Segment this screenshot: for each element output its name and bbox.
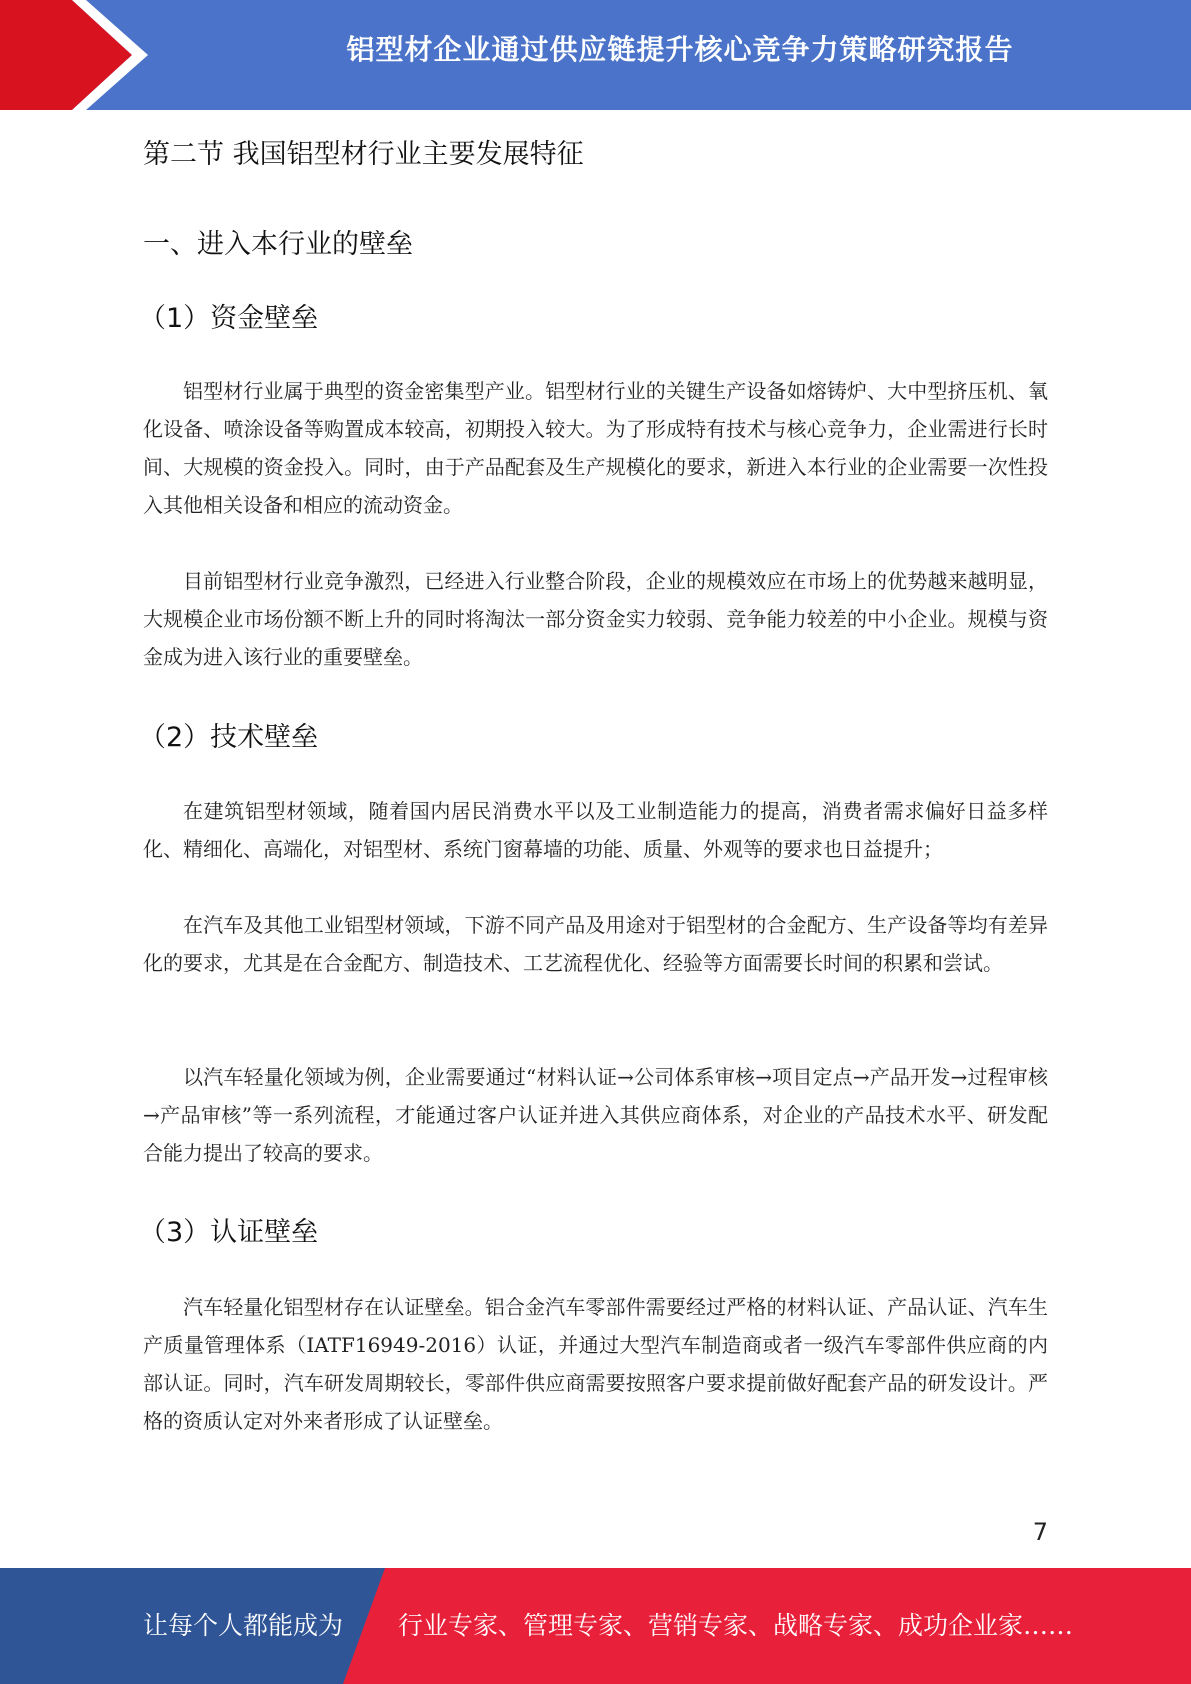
header-arrow-icon [0,0,160,110]
page-number: 7 [1032,1518,1048,1546]
report-title: 铝型材企业通过供应链提升核心竞争力策略研究报告 [346,33,1014,66]
footer-slogan-right: 行业专家、管理专家、营销专家、战略专家、成功企业家…… [398,1611,1074,1640]
paragraph: 汽车轻量化铝型材存在认证壁垒。铝合金汽车零部件需要经过严格的材料认证、产品认证、汽车生产质量管理体系（IATF16949-2016）认证，并通过大型汽车制造商或者一级汽车零部件供应商的内部认证。同时，汽车研发周期较长，零部件供应商需要按照客户要求提前做好配套产品的研发设计。严格的资质认定对外来者形成了认证壁垒。 [143,1295,1048,1433]
footer-slogan-left: 让每个人都能成为 [143,1611,344,1640]
item-heading-certification: （3）认证壁垒 [139,1217,319,1248]
paragraph: 铝型材行业属于典型的资金密集型产业。铝型材行业的关键生产设备如熔铸炉、大中型挤压机、氧化设备、喷涂设备等购置成本较高，初期投入较大。为了形成特有技术与核心竞争力，企业需进行长时间、大规模的资金投入。同时，由于产品配套及生产规模化的要求，新进入本行业的企业需要一次性投入其他相关设备和相应的流动资金。 [143,379,1048,517]
paragraph: 在汽车及其他工业铝型材领域，下游不同产品及用途对于铝型材的合金配方、生产设备等均有差异化的要求，尤其是在合金配方、制造技术、工艺流程优化、经验等方面需要长时间的积累和尝试。 [143,913,1048,975]
paragraph: 目前铝型材行业竞争激烈，已经进入行业整合阶段，企业的规模效应在市场上的优势越来越明显，大规模企业市场份额不断上升的同时将淘汰一部分资金实力较弱、竞争能力较差的中小企业。规模与资金成为进入该行业的重要壁垒。 [143,569,1048,669]
page-header [0,0,1191,110]
paragraph: 以汽车轻量化领域为例，企业需要通过“材料认证→公司体系审核→项目定点→产品开发→过程审核→产品审核”等一系列流程，才能通过客户认证并进入其供应商体系，对企业的产品技术水平、研发配合能力提出了较高的要求。 [143,1065,1048,1165]
section-title: 第二节 我国铝型材行业主要发展特征 [143,139,584,170]
paragraph: 在建筑铝型材领域，随着国内居民消费水平以及工业制造能力的提高，消费者需求偏好日益多样化、精细化、高端化，对铝型材、系统门窗幕墙的功能、质量、外观等的要求也日益提升； [143,799,1048,861]
item-heading-capital: （1）资金壁垒 [139,303,319,334]
subsection-title: 一、进入本行业的壁垒 [143,229,413,260]
item-heading-technology: （2）技术壁垒 [139,722,319,753]
page-footer [0,1568,1191,1684]
